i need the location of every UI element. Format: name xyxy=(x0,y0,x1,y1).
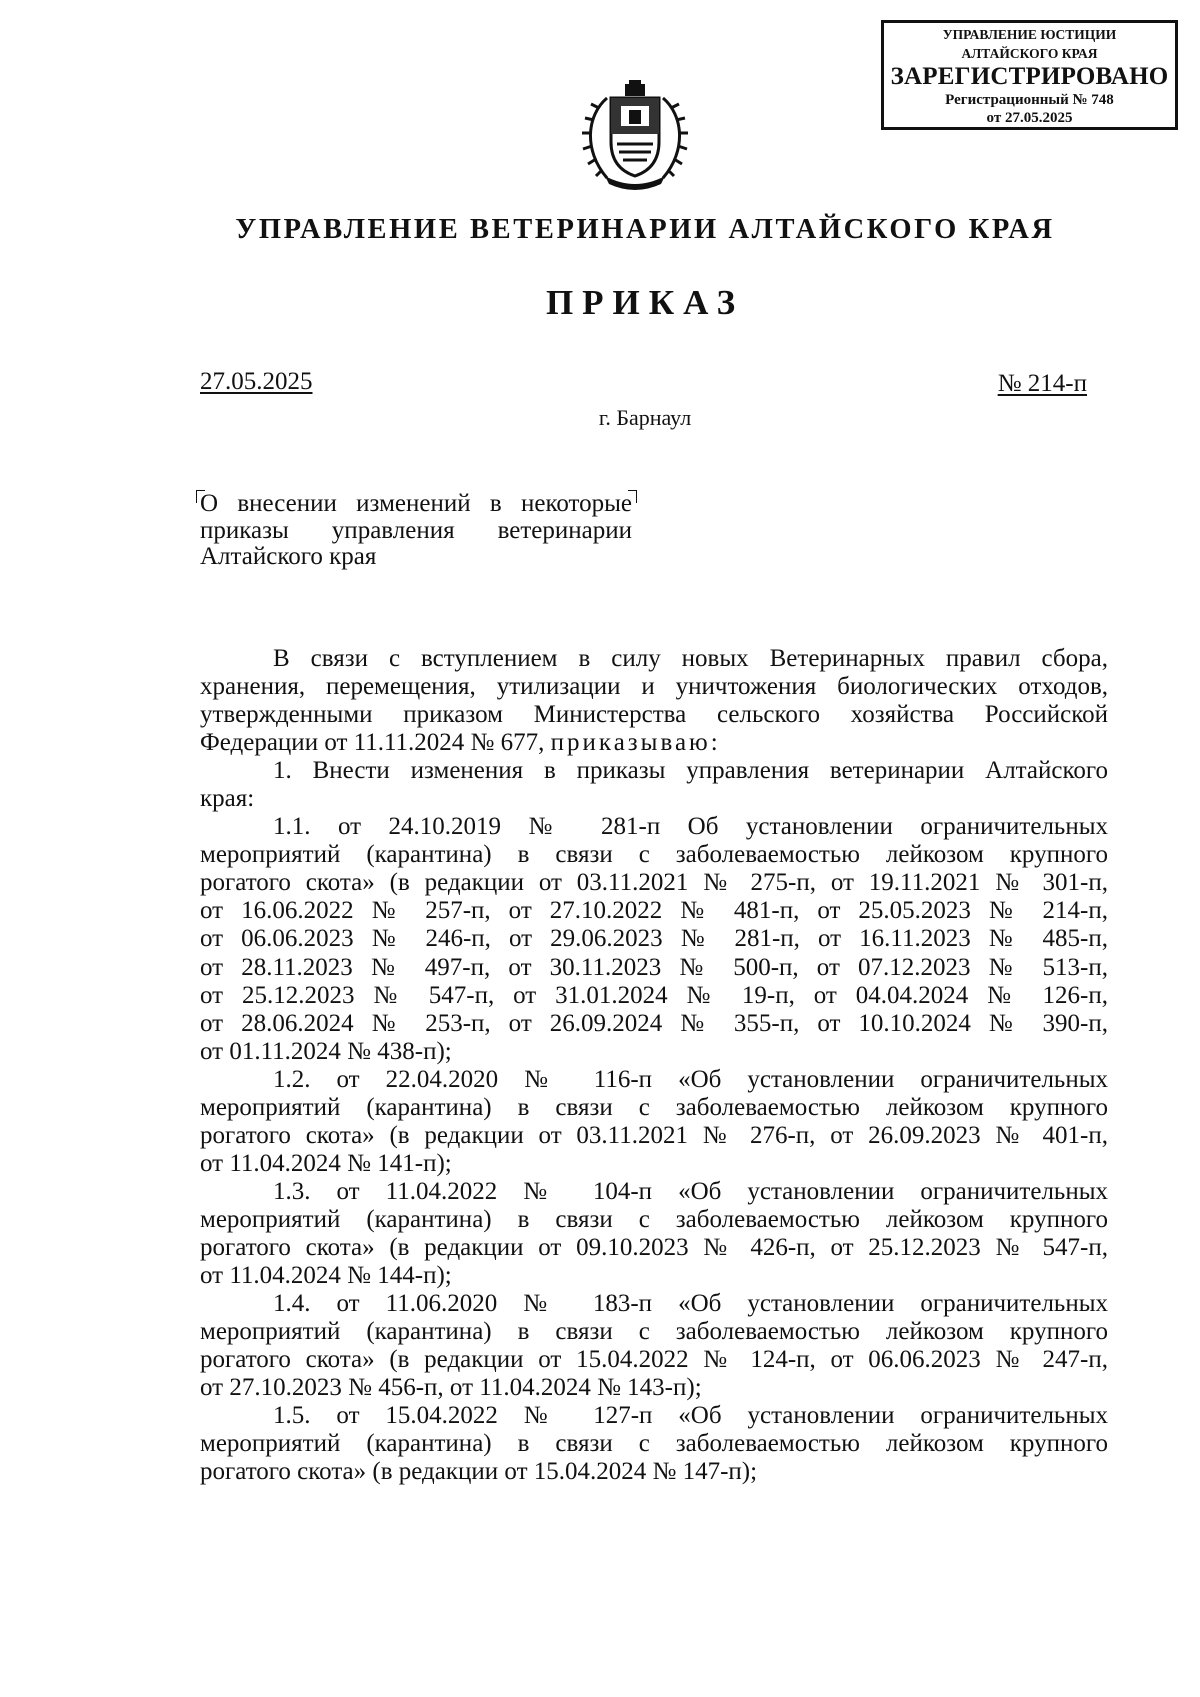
body-line: мероприятий (карантина) в связи с заболеваемостью лейкозом крупного xyxy=(200,1205,1108,1233)
stamp-org-line2: АЛТАЙСКОГО КРАЯ xyxy=(961,46,1098,61)
body-line: рогатого скота» (в редакции от 15.04.2022 № 124-п, от 06.06.2023 № 247-п, xyxy=(200,1346,1108,1374)
body-line: рогатого скота» (в редакции от 03.11.2021 № 276-п, от 26.09.2023 № 401-п, xyxy=(200,1121,1108,1149)
body-line: 1.2. от 22.04.2020 № 116-п «Об установлении ограничительных xyxy=(273,1065,1108,1093)
body-line: утвержденными приказом Министерства сельского хозяйства Российской xyxy=(200,701,1108,729)
body-line: 1.5. от 15.04.2022 № 127-п «Об установлении ограничительных xyxy=(273,1402,1108,1430)
body-line: 1.4. от 11.06.2020 № 183-п «Об установлении ограничительных xyxy=(273,1290,1108,1318)
subject-line: О внесении изменений в некоторые xyxy=(200,490,632,517)
coat-of-arms-icon xyxy=(577,80,693,194)
body-line: от 16.06.2022 № 257-п, от 27.10.2022 № 481-п, от 25.05.2023 № 214-п, xyxy=(200,897,1108,925)
organization-title: УПРАВЛЕНИЕ ВЕТЕРИНАРИИ АЛТАЙСКОГО КРАЯ xyxy=(235,214,1055,245)
body-line: от 11.04.2024 № 144-п); xyxy=(200,1262,452,1290)
body-line: 1. Внести изменения в приказы управления ветеринарии Алтайского xyxy=(273,757,1108,785)
body-line: от 27.10.2023 № 456-п, от 11.04.2024 № 143-п); xyxy=(200,1374,702,1402)
body-line: края: xyxy=(200,785,255,813)
stamp-reg-number: Регистрационный № 748 xyxy=(945,92,1114,108)
body-line: от 28.11.2023 № 497-п, от 30.11.2023 № 500-п, от 07.12.2023 № 513-п, xyxy=(200,953,1108,981)
body-line: от 28.06.2024 № 253-п, от 26.09.2024 № 355-п, от 10.10.2024 № 390-п, xyxy=(200,1009,1108,1037)
document-type: ПРИКАЗ xyxy=(545,283,745,322)
body-line: В связи с вступлением в силу новых Ветеринарных правил сбора, xyxy=(273,645,1108,672)
body-line: мероприятий (карантина) в связи с заболеваемостью лейкозом крупного xyxy=(200,1318,1108,1346)
body-line: от 06.06.2023 № 246-п, от 29.06.2023 № 281-п, от 16.11.2023 № 485-п, xyxy=(200,925,1108,953)
body-line: мероприятий (карантина) в связи с заболеваемостью лейкозом крупного xyxy=(200,1093,1108,1121)
preamble-tail: Федерации от 11.11.2024 № 677, xyxy=(200,729,551,757)
body-line: от 11.04.2024 № 141-п); xyxy=(200,1149,452,1177)
body-line: мероприятий (карантина) в связи с заболеваемостью лейкозом крупного xyxy=(200,841,1108,869)
stamp-status: ЗАРЕГИСТРИРОВАНО xyxy=(890,63,1169,90)
order-city: г. Барнаул xyxy=(598,405,692,430)
body-line: рогатого скота» (в редакции от 15.04.2024 № 147-п); xyxy=(200,1458,758,1486)
body-line: хранения, перемещения, утилизации и уничтожения биологических отходов, xyxy=(200,673,1108,701)
order-date: 27.05.2025 xyxy=(200,368,313,395)
stamp-reg-date: от 27.05.2025 xyxy=(986,110,1073,126)
subject-line: приказы управления ветеринарии xyxy=(200,516,632,544)
body-line xyxy=(200,729,1108,757)
body-line: мероприятий (карантина) в связи с заболеваемостью лейкозом крупного xyxy=(200,1430,1108,1458)
registration-stamp xyxy=(881,20,1178,130)
body-line: рогатого скота» (в редакции от 09.10.2023 № 426-п, от 25.12.2023 № 547-п, xyxy=(200,1233,1108,1261)
body-line: 1.1. от 24.10.2019 № 281-п Об установлении ограничительных xyxy=(273,813,1108,841)
order-subject xyxy=(200,491,632,571)
order-body xyxy=(200,645,1108,1486)
body-line: рогатого скота» (в редакции от 03.11.2021 № 275-п, от 19.11.2021 № 301-п, xyxy=(200,869,1108,897)
body-line: от 25.12.2023 № 547-п, от 31.01.2024 № 19-п, от 04.04.2024 № 126-п, xyxy=(200,981,1108,1009)
body-line: от 01.11.2024 № 438-п); xyxy=(200,1037,452,1065)
order-verb: приказываю: xyxy=(550,729,721,757)
stamp-org-line1: УПРАВЛЕНИЕ ЮСТИЦИИ xyxy=(942,27,1117,42)
body-line: 1.3. от 11.04.2022 № 104-п «Об установлении ограничительных xyxy=(273,1177,1108,1205)
order-number: № 214-п xyxy=(997,370,1087,397)
subject-line: Алтайского края xyxy=(200,543,377,570)
